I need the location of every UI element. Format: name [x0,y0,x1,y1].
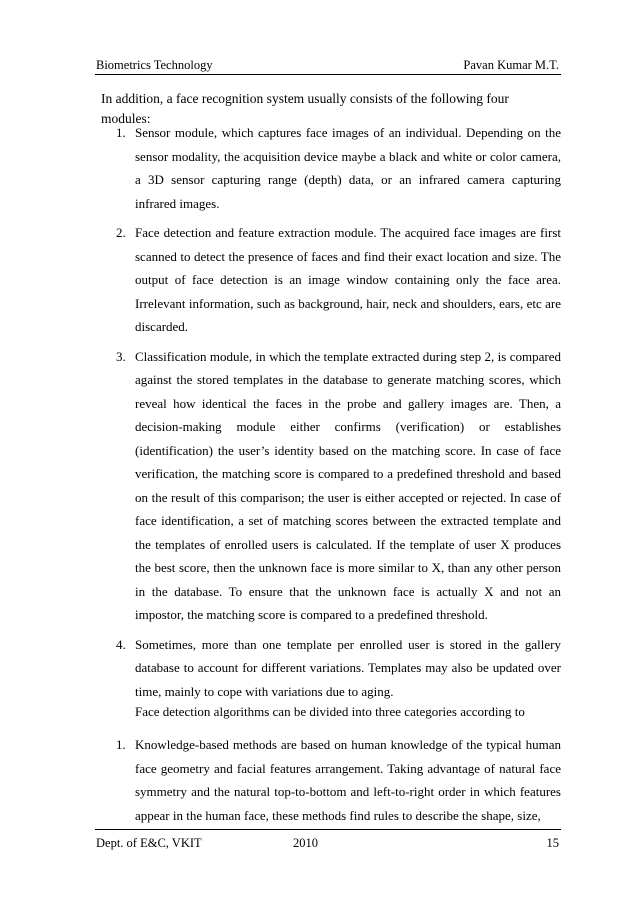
footer-year: 2010 [293,836,318,850]
item-number: 1. [116,125,126,140]
detection-methods-list [116,733,561,827]
item-text: Sensor module, which captures face images of an individual. Depending on the sensor modality, the acquisition device maybe a black and white or color camera, a 3D sensor capturing range (depth) data, or an infrared camera capturing infrared images. [135,125,561,211]
item-number: 2. [116,225,126,240]
item-text: Sometimes, more than one template per enrolled user is stored in the gallery database to account for different variations. Templates may also be updated over time, mainly to cope with variations due to aging. [135,636,561,699]
page-number: 15 [546,836,559,850]
list-item [116,121,561,215]
header-author: Pavan Kumar M.T. [463,58,559,72]
list-item [116,221,561,339]
page-header [95,56,561,75]
page-footer [95,829,561,850]
modules-list [116,121,561,703]
footer-department: Dept. of E&C, VKIT [96,836,202,850]
detection-intro-paragraph: Face detection algorithms can be divided into three categories according to [135,704,525,719]
item-text: Classification module, in which the template extracted during step 2, is compared against the stored templates in the database to generate matching scores, which reveal how identical the faces in the probe and gallery images are. Then, a decision-making module either confirms (verification) or establishes (identification) the user’s identity based on the matching score. In case of face verification, the matching score is compared to a predefined threshold and based on the result of this comparison; the user is either accepted or rejected. In case of face identification, a set of matching scores between the extracted template and the templates of enrolled users is calculated. If the template of user X produces the best score, then the unknown face is more similar to X, than any other person in the database. To ensure that the unknown face is actually X and not an impostor, the matching score is compared to a predefined threshold. [135,348,561,622]
list-item [116,345,561,627]
list-item [116,633,561,704]
item-number: 3. [116,348,126,364]
header-title: Biometrics Technology [96,58,213,72]
item-text: Knowledge-based methods are based on human knowledge of the typical human face geometry and facial features arrangement. Taking advantage of natural face symmetry and the natural top-to-bottom and left-to-right order in which features appear in the human face, these methods find rules to describe the shape, size, [135,737,561,823]
item-number: 4. [116,636,126,652]
item-number: 1. [116,737,126,752]
intro-paragraph: In addition, a face recognition system usually consists of the following four modules: [101,91,509,126]
item-text: Face detection and feature extraction module. The acquired face images are first scanned to detect the presence of faces and find their exact location and size. The output of face detection is an image window containing only the face area. Irrelevant information, such as background, hair, neck and shoulders, ears, etc are discarded. [135,225,561,334]
list-item [116,733,561,827]
